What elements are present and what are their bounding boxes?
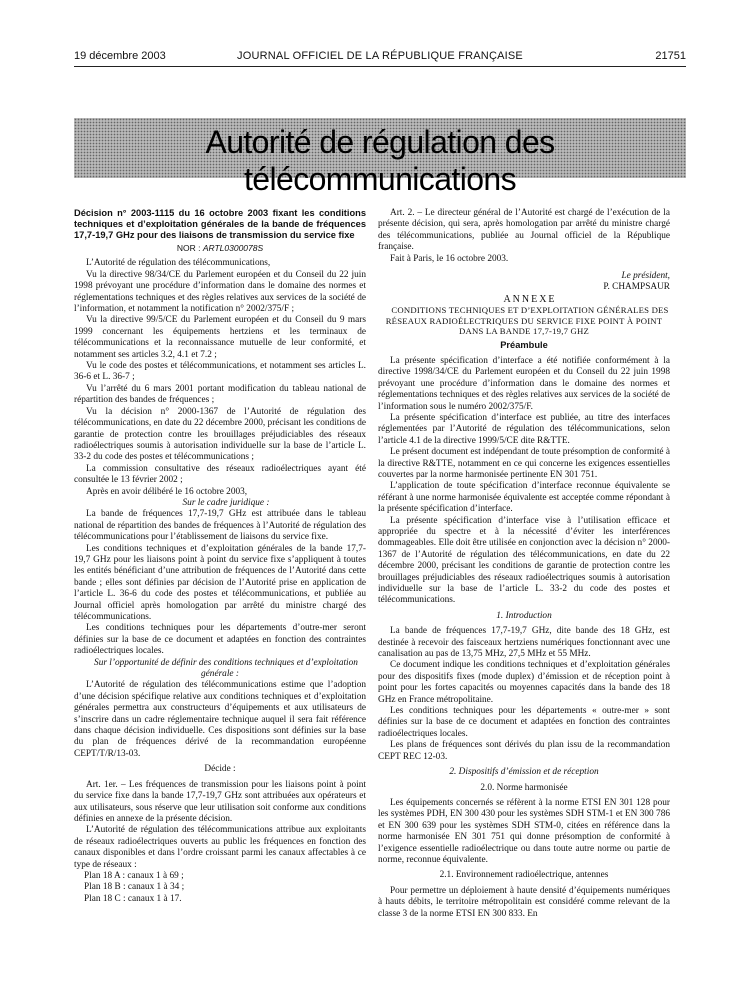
paragraph: La présente spécification d’interface est publiée, au titre des interfaces réglementées par l’Autorité de régulation des télécommunications, selon l’article 4.1 de la directive 1999/5/CE dite R&TTE.	[378, 412, 670, 446]
nor-code: ARTL0300078S	[202, 243, 264, 253]
decide-heading: Décide :	[204, 764, 236, 775]
banner-title: Autorité de régulation des télécommunications	[205, 124, 555, 197]
paragraph: La bande de fréquences 17,7-19,7 GHz est attribuée dans le tableau national de répartition des bandes de fréquences à l’Autorité de régulation des télécommunications pour l’établissement de liaisons du service fixe.	[74, 509, 366, 543]
paragraph: Les conditions techniques et d’exploitation générales de la bande 17,7-19,7 GHz pour les liaisons point à point du service fixe s’appliquent à toutes les entités bénéficiant d’une attribution de fréquences de l’Autorité dans cette bande ; elles sont définies par décision de l’Autorité prise en application de l’article L. 36-6 du code des postes et télécommunications, et publiée au Journal officiel après homologation par arrêté du ministre chargé des télécommunications.	[74, 543, 366, 622]
plan-item: Plan 18 C : canaux 1 à 17.	[84, 893, 182, 904]
plan-item: Plan 18 A : canaux 1 à 69 ;	[84, 870, 184, 881]
paragraph: L’Autorité de régulation des télécommunications,	[86, 258, 271, 269]
paragraph: Les équipements concernés se réfèrent à la norme ETSI EN 301 128 pour les systèmes PDH, EN 300 430 pour les systèmes SDH STM-1 et EN 300 786 et EN 300 639 pour les systèmes SDH STM-0, citées en référence dans la norme harmonisée EN 301 751 qui donne présomption de conformité à l’exigence essentielle radioélectrique ou dans toute autre norme ou partie de norme, reconnue équivalente.	[378, 797, 670, 865]
paragraph: L’Autorité de régulation des télécommunications estime que l’adoption d’une décision spécifique relative aux conditions techniques et d’exploitation générales permettra aux constructeurs d’équipements et aux utilisateurs de s’inscrire dans un cadre réglementaire technique auquel il sera fait référence dans chaque décision individuelle. Ces dispositions sont définies sur la base du plan de fréquences dérivé de la recommandation européenne CEPT/T/R/13-03.	[74, 680, 366, 759]
paragraph: Pour permettre un déploiement à haute densité d’équipements numériques à hauts débits, le territoire métropolitain est considéré comme relevant de la classe 3 de la norme ETSI EN 300 833. En	[378, 885, 670, 919]
article-2: Art. 2. – Le directeur général de l’Autorité est chargé de l’exécution de la présente décision, qui sera, après homologation par arrêté du ministre chargé des télécommunications, publiée au Journal officiel de la République française.	[378, 208, 670, 253]
subsection-heading-environnement: 2.1. Environnement radioélectrique, antennes	[439, 870, 609, 881]
right-column	[378, 208, 670, 920]
paragraph: Fait à Paris, le 16 octobre 2003.	[390, 253, 509, 264]
section-heading: Sur le cadre juridique :	[182, 497, 270, 508]
paragraph: Vu le code des postes et télécommunications, et notamment ses articles L. 36-6 et L. 36-7 ;	[74, 361, 366, 383]
paragraph: Le présent document est indépendant de toute présomption de conformité à la directive R&TTE, notamment en ce qui concerne les exigences essentielles couvertes par la norme harmonisée pertinente EN 301 751.	[378, 447, 670, 480]
plan-item: Plan 18 B : canaux 1 à 34 ;	[84, 882, 185, 893]
paragraph: La présente spécification d’interface a été notifiée conformément à la directive 1998/34/CE du Parlement européen et du Conseil du 22 juin 1998 prévoyant une procédure d’information dans le domaine des normes et réglementations techniques et des règles relatives aux services de la société de l’information sous le numéro 2002/375/F.	[378, 355, 670, 412]
nor-label: NOR :	[176, 243, 203, 253]
signature-name: P. CHAMPSAUR	[603, 282, 670, 293]
paragraph: Les plans de fréquences sont dérivés du plan issu de la recommandation CEPT REC 12-03.	[378, 740, 670, 762]
paragraph: Après en avoir délibéré le 16 octobre 2003,	[86, 486, 248, 497]
paragraph: Vu l’arrêté du 6 mars 2001 portant modification du tableau national de répartition des bandes de fréquences ;	[74, 383, 366, 406]
paragraph: Les conditions techniques pour les départements « outre-mer » sont définies sur la base de ce document et adaptées en fonction des contraintes radioélectriques locales.	[378, 706, 670, 739]
section-heading-introduction: 1. Introduction	[496, 610, 552, 621]
page-header	[74, 50, 686, 64]
section-heading: Sur l’opportunité de définir des conditions techniques et d’exploitation générale :	[94, 657, 358, 680]
paragraph: Vu la décision n° 2000-1367 de l’Autorité de régulation des télécommunications, en date du 22 décembre 2000, précisant les conditions de garantie de protection contre les brouillages préjudiciables des réseaux radioélectriques soumis à autorisation individuelle sur la base de l’article L. 33-2 du code des postes et télécommunications ;	[74, 406, 366, 463]
section-heading-dispositifs: 2. Dispositifs d’émission et de réception	[449, 767, 599, 778]
article-1: Art. 1er. – Les fréquences de transmission pour les liaisons point à point du service fixe dans la bande 17,7-19,7 GHz sont attribuées aux opérateurs et aux utilisateurs, sous réserve que leur utilisation soit conforme aux conditions définies en annexe de la présente décision.	[74, 779, 366, 824]
preambule-heading: Préambule	[500, 340, 548, 351]
paragraph: La commission consultative des réseaux radioélectriques ayant été consultée le 13 février 2002 ;	[74, 463, 366, 486]
section-banner	[74, 118, 686, 197]
nor-reference	[74, 243, 366, 254]
signature-title: Le président,	[621, 271, 670, 282]
paragraph: Les conditions techniques pour les départements d’outre-mer seront définies sur la base de ce document et adaptées en fonction des contraintes radioélectriques locales.	[74, 623, 366, 657]
header-rule	[74, 66, 686, 67]
header-journal-title: JOURNAL OFFICIEL DE LA RÉPUBLIQUE FRANÇAISE	[237, 50, 523, 62]
annexe-title: CONDITIONS TECHNIQUES ET D’EXPLOITATION GÉNÉRALES DES RÉSEAUX RADIOÉLECTRIQUES DU SERVICE FIXE POINT À POINT DANS LA BANDE 17,7-19,7 GHZ	[385, 305, 669, 337]
header-date: 19 décembre 2003	[74, 50, 166, 62]
paragraph: La présente spécification d’interface vise à l’utilisation efficace et appropriée du spectre et à la nécessité d’éviter les interférences dommageables. Elle doit être utilisée en conjonction avec la décision n° 2000-1367 de l’Autorité de régulation des télécommunications, en date du 22 décembre 2000, précisant les conditions de garantie de protection contre les brouillages préjudiciables des réseaux radioélectriques soumis à autorisation individuelle sur la base de l’article L. 33-2 du code des postes et télécommunications.	[378, 515, 670, 606]
left-column	[74, 208, 366, 905]
annexe-heading: ANNEXE	[503, 293, 557, 305]
paragraph: La bande de fréquences 17,7-19,7 GHz, dite bande des 18 GHz, est destinée à recevoir des faisceaux hertziens numériques fonctionnant avec une canalisation au pas de 13,75 MHz, 27,5 MHz et 55 MHz.	[378, 626, 670, 660]
paragraph: Vu la directive 98/34/CE du Parlement européen et du Conseil du 22 juin 1998 prévoyant une procédure d’information dans le domaine des normes et réglementations techniques et des règles relatives aux services de la société de l’information, et notamment la notification n° 2002/375/F ;	[74, 269, 366, 315]
subsection-heading-norme: 2.0. Norme harmonisée	[480, 782, 568, 793]
paragraph: Ce document indique les conditions techniques et d’exploitation générales pour des dispositifs fixes (mode duplex) d’émission et de réception point à point pour les fortes capacités ou moyennes capacités dans la bande des 18 GHz en France métropolitaine.	[378, 660, 670, 705]
decision-title: Décision n° 2003-1115 du 16 octobre 2003 fixant les conditions techniques et d’exploitation générales de la bande de fréquences 17,7-19,7 GHz pour des liaisons de transmission du service fixe	[74, 208, 366, 240]
paragraph: L’application de toute spécification d’interface reconnue équivalente se référant à une norme harmonisée équivalente est acceptée comme répondant à la présente spécification d’interface.	[378, 481, 670, 515]
paragraph: Vu la directive 99/5/CE du Parlement européen et du Conseil du 9 mars 1999 concernant les équipements hertziens et les terminaux de télécommunications et la reconnaissance mutuelle de leur conformité, et notamment ses articles 3.2, 4.1 et 7.2 ;	[74, 315, 366, 360]
header-page-number: 21751	[655, 50, 686, 62]
paragraph: L’Autorité de régulation des télécommunications attribue aux exploitants de réseaux radioélectriques ouverts au public les fréquences en fonction des canaux disponibles et dans l’ordre croissant parmi les canaux affectables à ce type de réseaux :	[74, 825, 366, 870]
